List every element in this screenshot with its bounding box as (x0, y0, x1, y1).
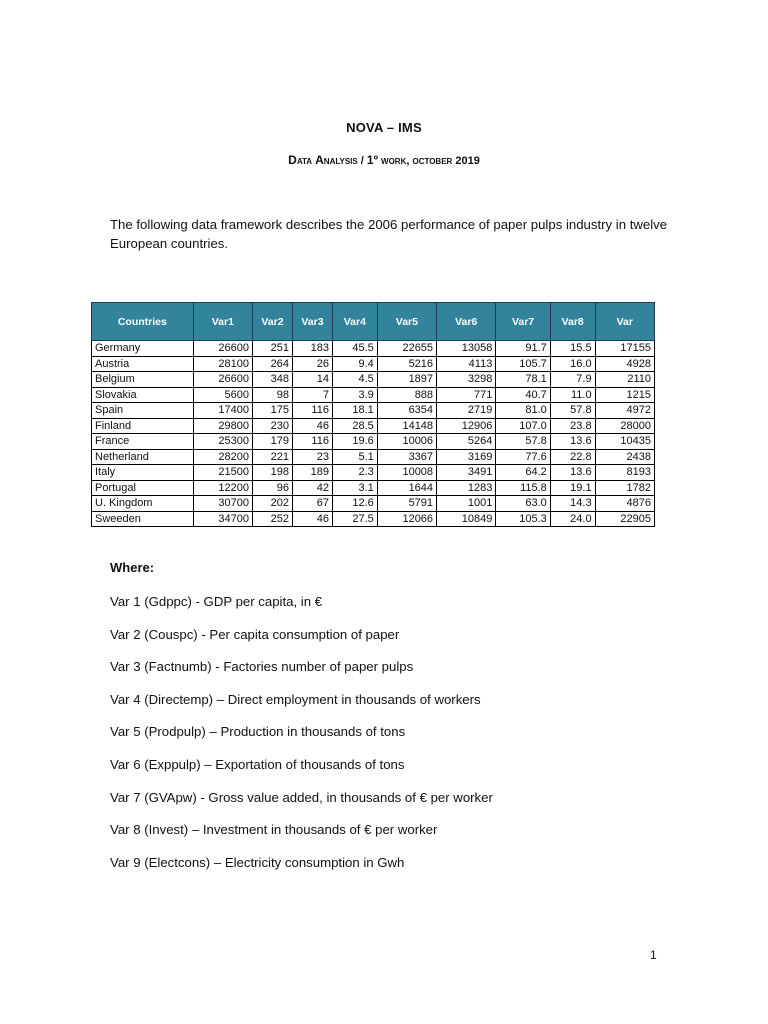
country-cell: Spain (92, 403, 194, 419)
country-cell: France (92, 434, 194, 450)
value-cell: 771 (437, 387, 496, 403)
value-cell: 5.1 (332, 449, 377, 465)
value-cell: 10435 (595, 434, 654, 450)
intro-paragraph: The following data framework describes the 2006 performance of paper pulps industry in twelve European countries. (110, 217, 668, 251)
subtitle-part: D (288, 153, 297, 167)
country-cell: U. Kingdom (92, 496, 194, 512)
column-header: Var4 (332, 303, 377, 341)
table-body (92, 341, 655, 527)
value-cell: 24.0 (550, 511, 595, 527)
country-cell: Slovakia (92, 387, 194, 403)
value-cell: 11.0 (550, 387, 595, 403)
table-row (92, 418, 655, 434)
subtitle-part: 1º (366, 153, 378, 167)
value-cell: 1001 (437, 496, 496, 512)
value-cell: 17400 (193, 403, 252, 419)
value-cell: 57.8 (496, 434, 550, 450)
value-cell: 91.7 (496, 341, 550, 357)
value-cell: 1782 (595, 480, 654, 496)
subtitle-part: A (315, 153, 324, 167)
table-row (92, 511, 655, 527)
country-cell: Netherland (92, 449, 194, 465)
value-cell: 3.1 (332, 480, 377, 496)
value-cell: 179 (252, 434, 292, 450)
column-header: Var7 (496, 303, 550, 341)
value-cell: 16.0 (550, 356, 595, 372)
value-cell: 46 (292, 511, 332, 527)
value-cell: 183 (292, 341, 332, 357)
value-cell: 25300 (193, 434, 252, 450)
subtitle-part: work, october 2019 (377, 155, 480, 167)
table-row (92, 496, 655, 512)
table-row (92, 372, 655, 388)
value-cell: 22.8 (550, 449, 595, 465)
value-cell: 34700 (193, 511, 252, 527)
column-header: Var1 (193, 303, 252, 341)
value-cell: 17155 (595, 341, 654, 357)
value-cell: 3169 (437, 449, 496, 465)
value-cell: 81.0 (496, 403, 550, 419)
value-cell: 22905 (595, 511, 654, 527)
value-cell: 64.2 (496, 465, 550, 481)
country-cell: Austria (92, 356, 194, 372)
value-cell: 198 (252, 465, 292, 481)
table-row (92, 387, 655, 403)
value-cell: 230 (252, 418, 292, 434)
value-cell: 29800 (193, 418, 252, 434)
value-cell: 27.5 (332, 511, 377, 527)
column-header: Var3 (292, 303, 332, 341)
definition-item: Var 6 (Exppulp) – Exportation of thousands of tons (110, 756, 405, 772)
value-cell: 3298 (437, 372, 496, 388)
value-cell: 7 (292, 387, 332, 403)
value-cell: 46 (292, 418, 332, 434)
value-cell: 9.4 (332, 356, 377, 372)
value-cell: 8193 (595, 465, 654, 481)
value-cell: 3491 (437, 465, 496, 481)
value-cell: 42 (292, 480, 332, 496)
value-cell: 26 (292, 356, 332, 372)
subtitle-part: ata (296, 155, 316, 167)
value-cell: 252 (252, 511, 292, 527)
value-cell: 6354 (377, 403, 436, 419)
country-cell: Sweeden (92, 511, 194, 527)
value-cell: 175 (252, 403, 292, 419)
document-title: NOVA – IMS (346, 120, 422, 135)
value-cell: 13.6 (550, 434, 595, 450)
value-cell: 348 (252, 372, 292, 388)
value-cell: 115.8 (496, 480, 550, 496)
value-cell: 14 (292, 372, 332, 388)
value-cell: 13058 (437, 341, 496, 357)
table-row (92, 403, 655, 419)
column-header: Var2 (252, 303, 292, 341)
value-cell: 221 (252, 449, 292, 465)
value-cell: 4876 (595, 496, 654, 512)
value-cell: 2.3 (332, 465, 377, 481)
column-header: Var8 (550, 303, 595, 341)
value-cell: 107.0 (496, 418, 550, 434)
value-cell: 67 (292, 496, 332, 512)
value-cell: 251 (252, 341, 292, 357)
value-cell: 98 (252, 387, 292, 403)
definition-item: Var 9 (Electcons) – Electricity consumption in Gwh (110, 854, 405, 870)
value-cell: 21500 (193, 465, 252, 481)
value-cell: 15.5 (550, 341, 595, 357)
country-cell: Finland (92, 418, 194, 434)
value-cell: 4972 (595, 403, 654, 419)
value-cell: 12.6 (332, 496, 377, 512)
value-cell: 40.7 (496, 387, 550, 403)
value-cell: 105.3 (496, 511, 550, 527)
definition-item: Var 2 (Couspc) - Per capita consumption of paper (110, 626, 400, 642)
value-cell: 1644 (377, 480, 436, 496)
country-cell: Germany (92, 341, 194, 357)
variable-definitions (110, 593, 493, 886)
value-cell: 14.3 (550, 496, 595, 512)
value-cell: 1215 (595, 387, 654, 403)
value-cell: 28200 (193, 449, 252, 465)
value-cell: 78.1 (496, 372, 550, 388)
value-cell: 1897 (377, 372, 436, 388)
value-cell: 14148 (377, 418, 436, 434)
value-cell: 28.5 (332, 418, 377, 434)
column-header: Var6 (437, 303, 496, 341)
where-label: Where: (110, 560, 155, 575)
value-cell: 4.5 (332, 372, 377, 388)
column-header: Var (595, 303, 654, 341)
value-cell: 23.8 (550, 418, 595, 434)
column-header: Var5 (377, 303, 436, 341)
value-cell: 189 (292, 465, 332, 481)
data-table (91, 302, 655, 527)
definition-item: Var 7 (GVApw) - Gross value added, in thousands of € per worker (110, 789, 493, 805)
value-cell: 5216 (377, 356, 436, 372)
value-cell: 4928 (595, 356, 654, 372)
value-cell: 12200 (193, 480, 252, 496)
value-cell: 116 (292, 403, 332, 419)
value-cell: 77.6 (496, 449, 550, 465)
value-cell: 264 (252, 356, 292, 372)
value-cell: 22655 (377, 341, 436, 357)
value-cell: 12906 (437, 418, 496, 434)
value-cell: 3.9 (332, 387, 377, 403)
value-cell: 1283 (437, 480, 496, 496)
value-cell: 28000 (595, 418, 654, 434)
page-number: 1 (650, 948, 657, 962)
value-cell: 63.0 (496, 496, 550, 512)
value-cell: 23 (292, 449, 332, 465)
value-cell: 105.7 (496, 356, 550, 372)
value-cell: 26600 (193, 341, 252, 357)
document-subtitle (0, 153, 768, 167)
country-cell: Belgium (92, 372, 194, 388)
value-cell: 19.1 (550, 480, 595, 496)
value-cell: 12066 (377, 511, 436, 527)
value-cell: 888 (377, 387, 436, 403)
value-cell: 2438 (595, 449, 654, 465)
definition-item: Var 5 (Prodpulp) – Production in thousands of tons (110, 724, 406, 740)
definition-item: Var 8 (Invest) – Investment in thousands of € per worker (110, 822, 438, 838)
value-cell: 10849 (437, 511, 496, 527)
value-cell: 10008 (377, 465, 436, 481)
table-row (92, 449, 655, 465)
value-cell: 202 (252, 496, 292, 512)
value-cell: 10006 (377, 434, 436, 450)
value-cell: 5791 (377, 496, 436, 512)
value-cell: 26600 (193, 372, 252, 388)
table-header-row (92, 303, 655, 341)
country-cell: Italy (92, 465, 194, 481)
value-cell: 19.6 (332, 434, 377, 450)
value-cell: 18.1 (332, 403, 377, 419)
value-cell: 28100 (193, 356, 252, 372)
table-row (92, 465, 655, 481)
value-cell: 13.6 (550, 465, 595, 481)
value-cell: 2719 (437, 403, 496, 419)
value-cell: 57.8 (550, 403, 595, 419)
table-row (92, 480, 655, 496)
value-cell: 96 (252, 480, 292, 496)
value-cell: 45.5 (332, 341, 377, 357)
value-cell: 116 (292, 434, 332, 450)
column-header: Countries (92, 303, 194, 341)
value-cell: 3367 (377, 449, 436, 465)
table-row (92, 341, 655, 357)
value-cell: 5264 (437, 434, 496, 450)
table-row (92, 434, 655, 450)
value-cell: 30700 (193, 496, 252, 512)
subtitle-part: nalysis / (323, 155, 367, 167)
definition-item: Var 3 (Factnumb) - Factories number of paper pulps (110, 659, 414, 675)
value-cell: 5600 (193, 387, 252, 403)
value-cell: 2110 (595, 372, 654, 388)
value-cell: 7.9 (550, 372, 595, 388)
table-row (92, 356, 655, 372)
value-cell: 4113 (437, 356, 496, 372)
definition-item: Var 4 (Directemp) – Direct employment in thousands of workers (110, 691, 481, 707)
definition-item: Var 1 (Gdppc) - GDP per capita, in € (110, 594, 323, 609)
country-cell: Portugal (92, 480, 194, 496)
